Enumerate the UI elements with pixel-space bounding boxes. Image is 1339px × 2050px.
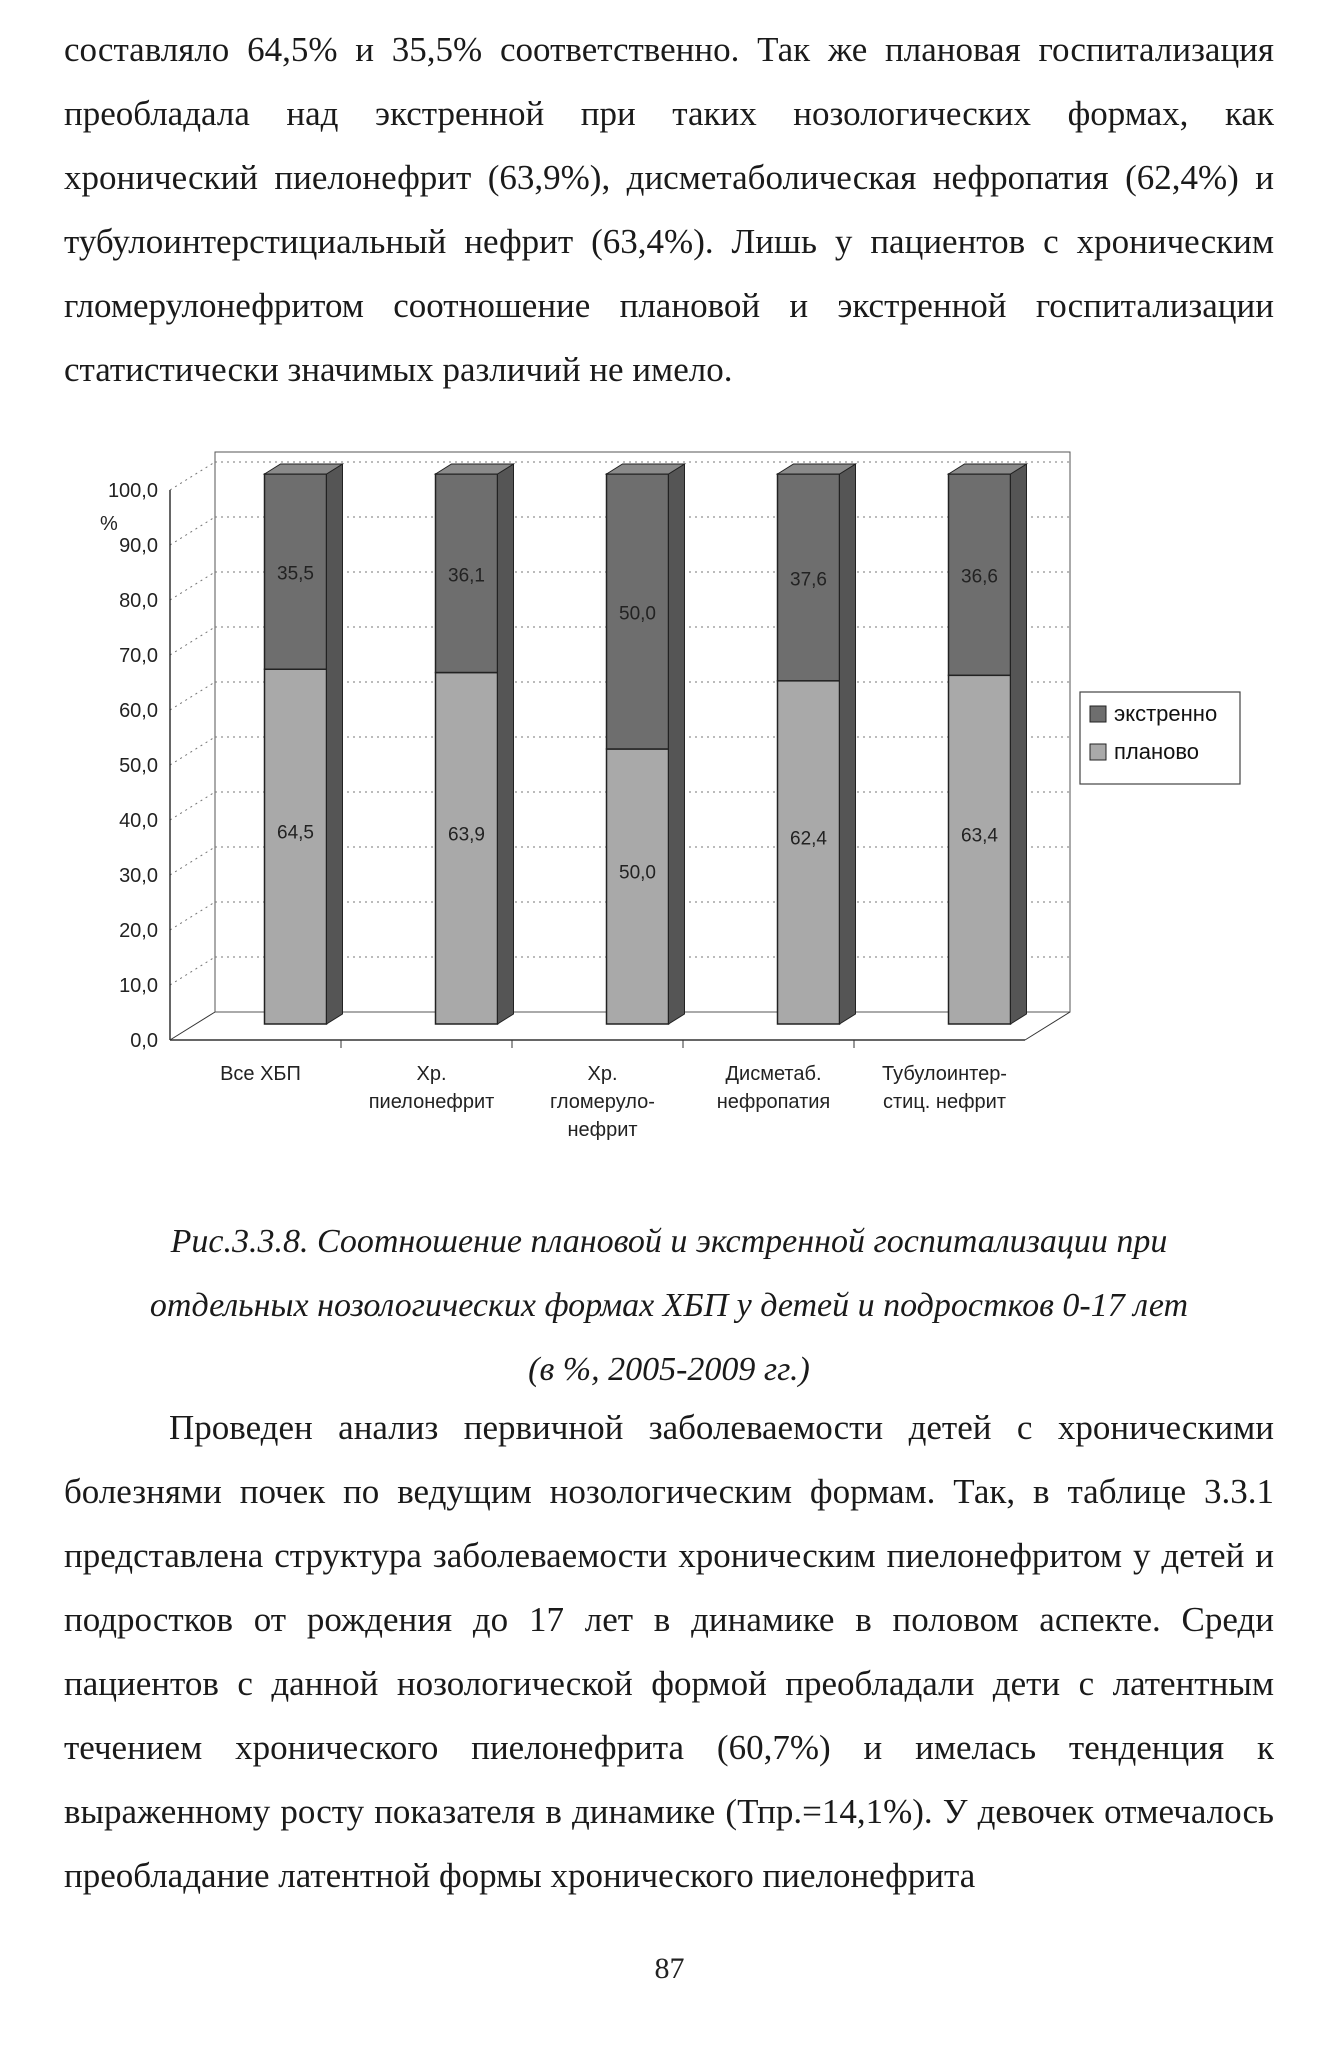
gridline-side bbox=[170, 902, 215, 930]
legend-label: планово bbox=[1114, 739, 1200, 764]
gridline-side bbox=[170, 682, 215, 710]
category-label: Хр. bbox=[416, 1063, 447, 1085]
gridline-side bbox=[170, 792, 215, 820]
bar-planovo bbox=[607, 749, 669, 1024]
y-tick-label: 80,0 bbox=[119, 590, 158, 612]
bar-side bbox=[840, 464, 856, 1024]
floor-edge bbox=[1025, 1012, 1070, 1040]
y-tick-label: 50,0 bbox=[119, 755, 158, 777]
y-tick-label: 10,0 bbox=[119, 975, 158, 997]
paragraph-bottom: Проведен анализ первичной заболеваемости детей с хроническими болезнями почек по ведущим нозологическим формам. Так, в таблице 3.3.1 представлена структура заболеваемости хроническим пиелонефритом у детей и подростков от рождения до 17 лет в динамике в половом аспекте. Среди пациентов с данной нозологической формой преобладали дети с латентным течением хронического пиелонефрита (60,7%) и имелась тенденция к выраженному росту показателя в динамике (Тпр.=14,1%). У девочек отмечалось преобладание латентной формы хронического пиелонефрита bbox=[64, 1408, 1274, 1895]
category-label: пиелонефрит bbox=[368, 1091, 495, 1113]
gridline-side bbox=[170, 517, 215, 545]
category-label: Дисметаб. bbox=[725, 1063, 822, 1085]
gridline-side bbox=[170, 627, 215, 655]
gridline-side bbox=[170, 737, 215, 765]
y-tick-label: 100,0 bbox=[107, 480, 158, 502]
data-label-planovo: 62,4 bbox=[790, 828, 827, 850]
category-label: Хр. bbox=[587, 1063, 618, 1085]
y-tick-label: 0,0 bbox=[130, 1030, 158, 1052]
y-tick-label: 20,0 bbox=[119, 920, 158, 942]
data-label-planovo: 50,0 bbox=[619, 862, 656, 884]
gridline-side bbox=[170, 572, 215, 600]
data-label-ekstrenno: 37,6 bbox=[790, 569, 827, 591]
bar-side bbox=[1011, 464, 1027, 1024]
caption-line-3: (в %, 2005-2009 гг.) bbox=[528, 1351, 810, 1388]
y-tick-label: 30,0 bbox=[119, 865, 158, 887]
bar-side bbox=[327, 464, 343, 1024]
bar-planovo bbox=[265, 669, 327, 1024]
y-tick-label: 90,0 bbox=[119, 535, 158, 557]
legend-label: экстренно bbox=[1114, 701, 1218, 726]
y-tick-label: 70,0 bbox=[119, 645, 158, 667]
category-label: нефрит bbox=[567, 1119, 638, 1141]
caption-line-1: Рис.3.3.8. Соотношение плановой и экстренной госпитализации при bbox=[170, 1223, 1168, 1260]
caption-line-2: отдельных нозологических формах ХБП у детей и подростков 0-17 лет bbox=[149, 1287, 1189, 1324]
legend-swatch bbox=[1090, 744, 1106, 760]
data-label-ekstrenno: 36,6 bbox=[961, 566, 998, 588]
bar-side bbox=[498, 464, 514, 1024]
y-tick-label: 60,0 bbox=[119, 700, 158, 722]
gridline-side bbox=[170, 462, 215, 490]
stacked-bar-chart bbox=[90, 400, 1270, 1160]
paragraph-top: составляло 64,5% и 35,5% соответственно. Так же плановая госпитализация преобладала над экстренной при таких нозологических формах, как хронический пиелонефрит (63,9%), дисметаболическая нефропатия (62,4%) и тубулоинтерстициальный нефрит (63,4%). Лишь у пациентов с хроническим гломерулонефритом соотношение плановой и экстренной госпитализации статистически значимых различий не имело. bbox=[64, 30, 1274, 389]
data-label-planovo: 63,4 bbox=[961, 825, 998, 847]
figure-caption bbox=[64, 1210, 1274, 1402]
bar-planovo bbox=[436, 673, 498, 1024]
gridline-side bbox=[170, 847, 215, 875]
bar-planovo bbox=[949, 675, 1011, 1024]
data-label-planovo: 64,5 bbox=[277, 822, 314, 844]
floor-edge-left bbox=[170, 1012, 215, 1040]
hospitalization-chart bbox=[90, 400, 1270, 1160]
category-label: Все ХБП bbox=[220, 1063, 301, 1085]
category-label: стиц. нефрит bbox=[883, 1091, 1006, 1113]
data-label-ekstrenno: 50,0 bbox=[619, 603, 656, 625]
category-label: нефропатия bbox=[716, 1091, 831, 1113]
data-label-ekstrenno: 36,1 bbox=[448, 565, 485, 587]
bar-side bbox=[669, 464, 685, 1024]
data-label-planovo: 63,9 bbox=[448, 824, 485, 846]
page-number: 87 bbox=[654, 1952, 685, 1985]
category-label: гломеруло- bbox=[550, 1091, 655, 1113]
y-axis-label: % bbox=[100, 513, 118, 535]
bar-planovo bbox=[778, 681, 840, 1024]
gridline-side bbox=[170, 957, 215, 985]
legend-swatch bbox=[1090, 706, 1106, 722]
data-label-ekstrenno: 35,5 bbox=[277, 563, 314, 585]
category-label: Тубулоинтер- bbox=[882, 1063, 1007, 1085]
y-tick-label: 40,0 bbox=[119, 810, 158, 832]
